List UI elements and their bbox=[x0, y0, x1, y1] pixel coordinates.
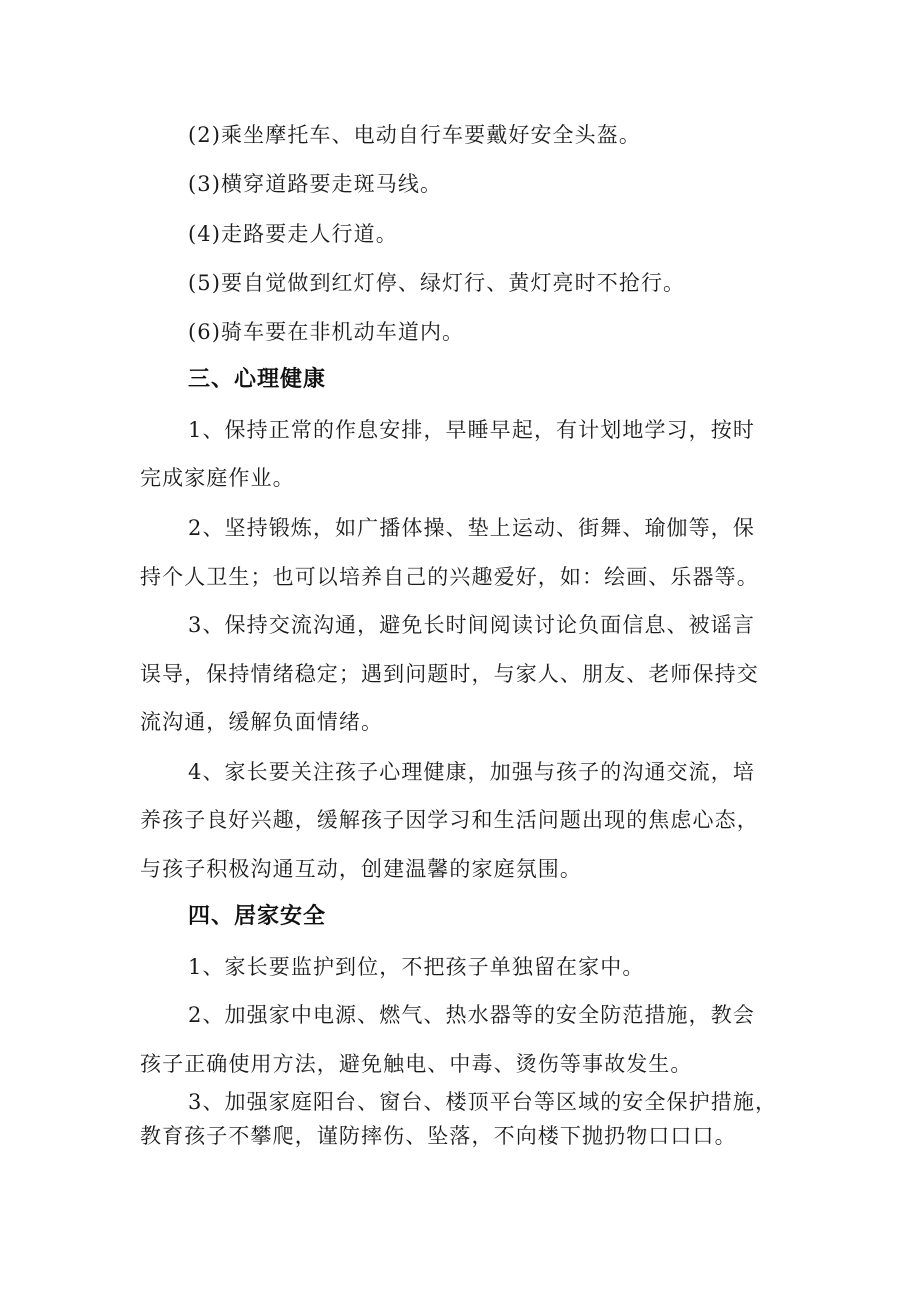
traffic-item-5: (5)要自觉做到红灯停、绿灯行、黄灯亮时不抢行。 bbox=[188, 271, 686, 295]
mental-health-paragraph-4-line-3: 与孩子积极沟通互动，创建温馨的家庭氛围。 bbox=[140, 857, 582, 881]
home-safety-paragraph-2-line-2: 孩子正确使用方法，避免触电、中毒、烫伤等事故发生。 bbox=[140, 1052, 693, 1076]
traffic-item-3: (3)横穿道路要走斑马线。 bbox=[188, 172, 443, 196]
mental-health-paragraph-3-line-2: 误导，保持情绪稳定；遇到问题时，与家人、朋友、老师保持交 bbox=[140, 662, 759, 686]
mental-health-paragraph-2-line-2: 持个人卫生；也可以培养自己的兴趣爱好，如：绘画、乐器等。 bbox=[140, 565, 759, 589]
mental-health-paragraph-3-line-1: 3、保持交流沟通，避免长时间阅读讨论负面信息、被谣言 bbox=[188, 613, 755, 637]
section-heading-home-safety: 四、居家安全 bbox=[188, 904, 327, 929]
traffic-item-4: (4)走路要走人行道。 bbox=[188, 222, 398, 246]
mental-health-paragraph-1-line-2: 完成家庭作业。 bbox=[140, 466, 295, 490]
home-safety-paragraph-3-line-1: 3、加强家庭阳台、窗台、楼顶平台等区域的安全保护措施， bbox=[188, 1090, 778, 1114]
home-safety-paragraph-2-line-1: 2、加强家中电源、燃气、热水器等的安全防范措施，教会 bbox=[188, 1003, 755, 1027]
mental-health-paragraph-4-line-2: 养孩子良好兴趣，缓解孩子因学习和生活问题出现的焦虑心态， bbox=[140, 808, 759, 832]
mental-health-paragraph-2-line-1: 2、坚持锻炼，如广播体操、垫上运动、街舞、瑜伽等，保 bbox=[188, 516, 755, 540]
traffic-item-6: (6)骑车要在非机动车道内。 bbox=[188, 320, 465, 344]
section-heading-mental-health: 三、心理健康 bbox=[188, 367, 327, 392]
traffic-item-2: (2)乘坐摩托车、电动自行车要戴好安全头盔。 bbox=[188, 123, 641, 147]
home-safety-paragraph-3-line-2: 教育孩子不攀爬，谨防摔伤、坠落，不向楼下抛扔物口口口。 bbox=[140, 1124, 737, 1148]
mental-health-paragraph-3-line-3: 流沟通，缓解负面情绪。 bbox=[140, 710, 384, 734]
mental-health-paragraph-4-line-1: 4、家长要关注孩子心理健康，加强与孩子的沟通交流，培 bbox=[188, 760, 755, 784]
home-safety-paragraph-1: 1、家长要监护到位，不把孩子单独留在家中。 bbox=[188, 955, 645, 979]
mental-health-paragraph-1-line-1: 1、保持正常的作息安排，早睡早起，有计划地学习，按时 bbox=[188, 418, 755, 442]
